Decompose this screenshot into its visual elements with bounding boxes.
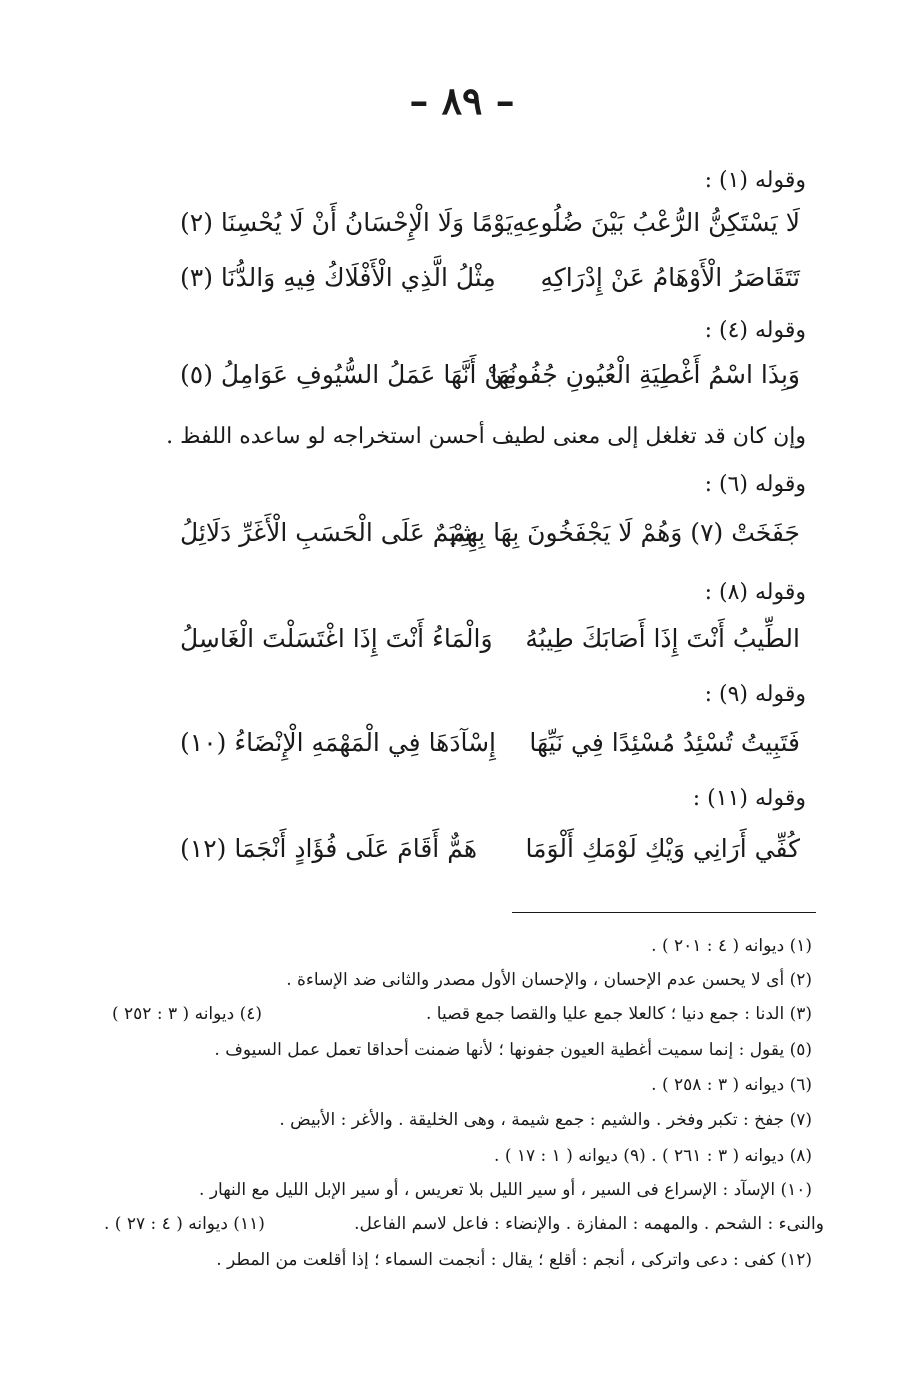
- prose-paragraph: وإن كان قد تغلغل إلى معنى لطيف أحسن استخراجه لو ساعده اللفظ .: [166, 424, 806, 449]
- footnote-separator: [512, 912, 816, 913]
- verse-first-hemistich: وَبِذَا اسْمُ أَغْطِيَةِ الْعُيُونِ جُفُونُهَا: [490, 360, 800, 389]
- footnote-2: (٢) أى لا يحسن عدم الإحسان ، والإحسان الأول مصدر والثانى ضد الإساءة .: [286, 970, 812, 990]
- verse-first-hemistich: تَتَقَاصَرُ الْأَوْهَامُ عَنْ إِدْرَاكِهِ: [540, 263, 800, 292]
- verse-second-hemistich: وَالْمَاءُ أَنْتَ إِذَا اغْتَسَلْتَ الْغَاسِلُ: [180, 624, 493, 653]
- verse-first-hemistich: فَتَبِيتُ تُسْئِدُ مُسْئِدًا فِي نَيِّهَا: [529, 728, 800, 757]
- intro-line-5: وقوله (٩) :: [704, 682, 806, 707]
- footnote-4: (٤) ديوانه ( ٣ : ٢٥٢ ): [112, 1004, 263, 1024]
- footnote-1: (١) ديوانه ( ٤ : ٢٠١ ) .: [651, 936, 812, 956]
- footnote-8-9: (٨) ديوانه ( ٣ : ٢٦١ ) . (٩) ديوانه ( ١ : ١٧ ) .: [494, 1146, 812, 1166]
- verse-second-hemistich: مِثْلُ الَّذِي الْأَفْلَاكُ فِيهِ وَالدُّنَا (٣): [180, 263, 496, 292]
- intro-line-1: وقوله (١) :: [704, 168, 806, 193]
- footnote-11: (١١) ديوانه ( ٤ : ٢٧ ) .: [104, 1214, 265, 1234]
- verse-first-hemistich: كُفِّي أَرَانِي وَيْكِ لَوْمَكِ أَلْوَمَا: [525, 834, 800, 863]
- page-number: – ٨٩ –: [409, 78, 515, 123]
- verse-second-hemistich: شِيَمٌ عَلَى الْحَسَبِ الْأَغَرِّ دَلَائِلُ: [180, 518, 478, 547]
- footnote-10-continued: والنىء : الشحم . والمهمه : المفازة . والإنضاء : فاعل لاسم الفاعل.: [354, 1214, 824, 1234]
- verse-second-hemistich: هَمٌّ أَقَامَ عَلَى فُؤَادٍ أَنْجَمَا (١٢): [180, 834, 478, 863]
- footnote-12: (١٢) كفى : دعى واتركى ، أنجم : أقلع ؛ يقال : أنجمت السماء ؛ إذا أقلعت من المطر .: [216, 1250, 812, 1270]
- intro-line-6: وقوله (١١) :: [692, 786, 806, 811]
- footnote-10: (١٠) الإسآد : الإسراع فى السير ، أو سير الليل بلا تعريس ، أو سير الإبل الليل مع النهار .: [199, 1180, 812, 1200]
- verse-second-hemistich: مِنْ أَنَّهَا عَمَلُ السُّيُوفِ عَوَامِلُ (٥): [180, 360, 517, 389]
- footnote-5: (٥) يقول : إنما سميت أغطية العيون جفونها ؛ لأنها ضمنت أحداقا تعمل عمل السيوف .: [214, 1040, 812, 1060]
- verse-first-hemistich: لَا يَسْتَكِنُّ الرُّعْبُ بَيْنَ ضُلُوعِهِ: [512, 208, 800, 237]
- footnote-3: (٣) الدنا : جمع دنيا ؛ كالعلا جمع عليا والقصا جمع قصيا .: [426, 1004, 812, 1024]
- verse-first-hemistich: جَفَخَتْ (٧) وَهُمْ لَا يَجْفَخُونَ بِهَا بِهِمْ: [450, 518, 800, 547]
- verse-second-hemistich: يَوْمًا وَلَا الْإِحْسَانُ أَنْ لَا يُحْسِنَا (٢): [180, 208, 513, 237]
- intro-line-2: وقوله (٤) :: [704, 318, 806, 343]
- intro-line-4: وقوله (٨) :: [704, 580, 806, 605]
- footnote-7: (٧) جفخ : تكبر وفخر . والشيم : جمع شيمة ، وهى الخليقة . والأغر : الأبيض .: [279, 1110, 812, 1130]
- verse-second-hemistich: إِسْآدَهَا فِي الْمَهْمَهِ الْإِنْضَاءُ (١٠): [180, 728, 497, 757]
- footnote-6: (٦) ديوانه ( ٣ : ٢٥٨ ) .: [651, 1075, 812, 1095]
- verse-first-hemistich: الطِّيبُ أَنْتَ إِذَا أَصَابَكَ طِيبُهُ: [525, 624, 800, 653]
- intro-line-3: وقوله (٦) :: [704, 472, 806, 497]
